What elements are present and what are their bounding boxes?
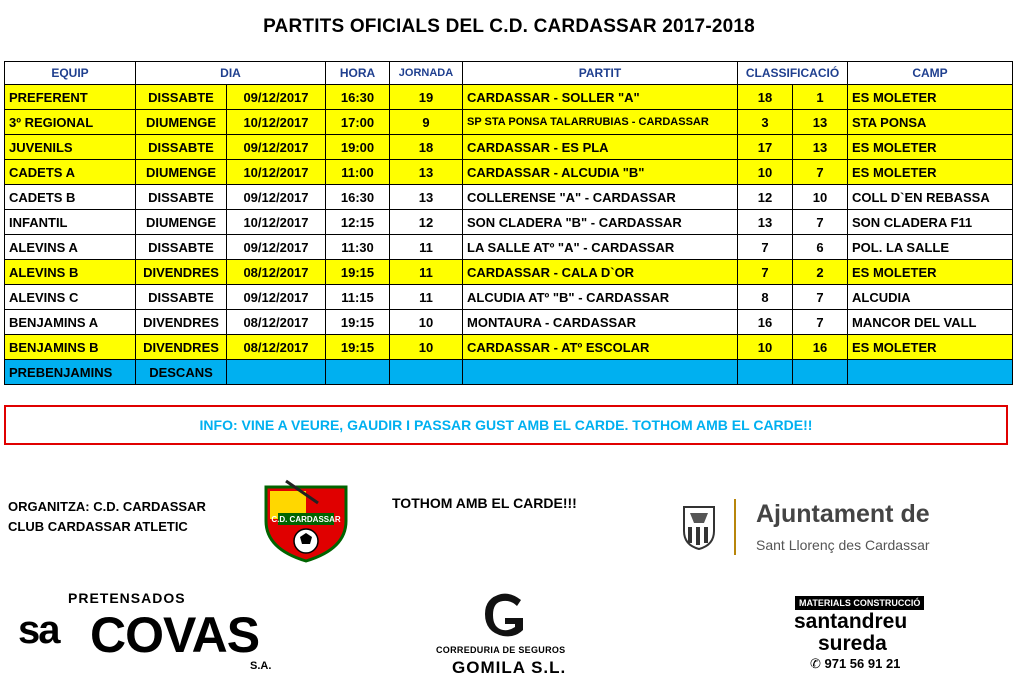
cell-partit: LA SALLE ATº "A" - CARDASSAR [463, 235, 738, 260]
ajuntament-sub: Sant Llorenç des Cardassar [756, 537, 930, 553]
table-row [5, 160, 1013, 185]
header-partit: PARTIT [463, 62, 738, 85]
cell-date: 09/12/2017 [227, 85, 326, 110]
matches-table [4, 61, 1013, 385]
town-shield-icon [682, 505, 716, 551]
cell-partit: SP STA PONSA TALARRUBIAS - CARDASSAR [463, 110, 738, 135]
cell-day: DIVENDRES [136, 335, 227, 360]
cell-equip: INFANTIL [5, 210, 136, 235]
santandreu-tag: MATERIALS CONSTRUCCIÓ [795, 596, 924, 610]
cell-class-pos: 10 [738, 335, 793, 360]
cell-class-rival: 1 [793, 85, 848, 110]
cell-class-pos: 13 [738, 210, 793, 235]
cell-hora: 19:15 [326, 310, 390, 335]
table-row [5, 260, 1013, 285]
cell-date [227, 360, 326, 385]
cell-partit [463, 360, 738, 385]
table-row [5, 335, 1013, 360]
gomila-line2: GOMILA S.L. [452, 658, 567, 677]
santandreu-name1: santandreu [794, 610, 908, 633]
cell-jornada: 13 [390, 185, 463, 210]
cell-camp [848, 360, 1013, 385]
gomila-line1: CORREDURIA DE SEGUROS [436, 645, 566, 655]
cell-day: DIVENDRES [136, 310, 227, 335]
cell-jornada: 10 [390, 310, 463, 335]
cell-class-rival: 2 [793, 260, 848, 285]
cell-camp: STA PONSA [848, 110, 1013, 135]
cell-hora: 11:15 [326, 285, 390, 310]
page-title: PARTITS OFICIALS DEL C.D. CARDASSAR 2017-2018 [263, 16, 755, 37]
ajuntament-name: Ajuntament de [756, 500, 930, 528]
cell-class-rival: 13 [793, 135, 848, 160]
cell-equip: ALEVINS C [5, 285, 136, 310]
cell-class-rival: 7 [793, 285, 848, 310]
cell-equip: CADETS A [5, 160, 136, 185]
cell-day: DISSABTE [136, 235, 227, 260]
header-jornada: JORNADA [390, 62, 463, 85]
cell-class-pos: 18 [738, 85, 793, 110]
info-banner: INFO: VINE A VEURE, GAUDIR I PASSAR GUST AMB EL CARDE. TOTHOM AMB EL CARDE!! [4, 405, 1008, 445]
cell-jornada: 11 [390, 260, 463, 285]
cell-equip: BENJAMINS A [5, 310, 136, 335]
cell-hora: 12:15 [326, 210, 390, 235]
table-header-row [5, 62, 1013, 85]
santandreu-name2: sureda [818, 632, 887, 655]
cell-date: 08/12/2017 [227, 335, 326, 360]
cell-jornada [390, 360, 463, 385]
header-equip: EQUIP [5, 62, 136, 85]
cell-jornada: 9 [390, 110, 463, 135]
organizer-line2: CLUB CARDASSAR ATLETIC [8, 519, 188, 534]
cell-partit: COLLERENSE "A" - CARDASSAR [463, 185, 738, 210]
cell-hora: 19:15 [326, 335, 390, 360]
cell-camp: ALCUDIA [848, 285, 1013, 310]
sponsor-santandreu-logo [790, 596, 950, 676]
cell-partit: CARDASSAR - CALA D`OR [463, 260, 738, 285]
cell-day: DIVENDRES [136, 260, 227, 285]
cell-date: 10/12/2017 [227, 210, 326, 235]
cell-hora: 19:15 [326, 260, 390, 285]
covas-pre: PRETENSADOS [68, 590, 186, 606]
table-row [5, 285, 1013, 310]
table-row [5, 85, 1013, 110]
header-camp: CAMP [848, 62, 1013, 85]
cell-hora [326, 360, 390, 385]
cell-date: 10/12/2017 [227, 110, 326, 135]
header-classificacio: CLASSIFICACIÓ [738, 62, 848, 85]
cell-camp: MANCOR DEL VALL [848, 310, 1013, 335]
table-row [5, 210, 1013, 235]
cell-class-pos [738, 360, 793, 385]
crest-text: C.D. CARDASSAR [271, 515, 341, 524]
cell-partit: CARDASSAR - ES PLA [463, 135, 738, 160]
cell-equip: PREFERENT [5, 85, 136, 110]
cell-class-rival: 7 [793, 210, 848, 235]
cell-equip: PREBENJAMINS [5, 360, 136, 385]
cell-day: DISSABTE [136, 285, 227, 310]
cell-jornada: 18 [390, 135, 463, 160]
cell-day: DIUMENGE [136, 210, 227, 235]
cell-jornada: 11 [390, 235, 463, 260]
cell-day: DESCANS [136, 360, 227, 385]
cell-day: DISSABTE [136, 185, 227, 210]
organizer-line1: ORGANITZA: C.D. CARDASSAR [8, 499, 206, 514]
cell-class-pos: 17 [738, 135, 793, 160]
cell-hora: 17:00 [326, 110, 390, 135]
sponsor-gomila-logo [430, 590, 580, 685]
table-row [5, 110, 1013, 135]
cell-class-pos: 16 [738, 310, 793, 335]
cell-date: 09/12/2017 [227, 235, 326, 260]
cell-camp: POL. LA SALLE [848, 235, 1013, 260]
table-row [5, 310, 1013, 335]
cell-class-pos: 12 [738, 185, 793, 210]
table-row [5, 360, 1013, 385]
cell-equip: CADETS B [5, 185, 136, 210]
cell-date: 09/12/2017 [227, 285, 326, 310]
header-hora: HORA [326, 62, 390, 85]
cell-class-pos: 10 [738, 160, 793, 185]
cell-equip: ALEVINS B [5, 260, 136, 285]
cell-class-pos: 3 [738, 110, 793, 135]
cell-camp: ES MOLETER [848, 135, 1013, 160]
cell-hora: 16:30 [326, 85, 390, 110]
club-crest-logo [256, 473, 356, 563]
cell-class-rival: 6 [793, 235, 848, 260]
cell-equip: BENJAMINS B [5, 335, 136, 360]
ajuntament-logo [676, 497, 996, 557]
cell-camp: SON CLADERA F11 [848, 210, 1013, 235]
slogan: TOTHOM AMB EL CARDE!!! [392, 495, 577, 511]
covas-suffix: S.A. [250, 660, 272, 672]
cell-day: DISSABTE [136, 85, 227, 110]
cell-hora: 11:30 [326, 235, 390, 260]
cell-date: 08/12/2017 [227, 260, 326, 285]
cell-class-rival: 10 [793, 185, 848, 210]
cell-class-pos: 7 [738, 260, 793, 285]
cell-date: 10/12/2017 [227, 160, 326, 185]
cell-partit: CARDASSAR - ALCUDIA "B" [463, 160, 738, 185]
cell-hora: 19:00 [326, 135, 390, 160]
cell-date: 09/12/2017 [227, 185, 326, 210]
table-row [5, 185, 1013, 210]
cell-camp: ES MOLETER [848, 85, 1013, 110]
cell-jornada: 12 [390, 210, 463, 235]
cell-day: DIUMENGE [136, 110, 227, 135]
cell-date: 08/12/2017 [227, 310, 326, 335]
cell-camp: ES MOLETER [848, 160, 1013, 185]
cell-day: DISSABTE [136, 135, 227, 160]
cell-equip: 3º REGIONAL [5, 110, 136, 135]
cell-partit: CARDASSAR - ATº ESCOLAR [463, 335, 738, 360]
sponsor-covas-logo [18, 588, 298, 683]
cell-class-rival: 13 [793, 110, 848, 135]
cell-camp: COLL D`EN REBASSA [848, 185, 1013, 210]
cell-jornada: 19 [390, 85, 463, 110]
table-row [5, 235, 1013, 260]
cell-jornada: 11 [390, 285, 463, 310]
cell-partit: MONTAURA - CARDASSAR [463, 310, 738, 335]
header-dia: DIA [136, 62, 326, 85]
cell-class-pos: 8 [738, 285, 793, 310]
cell-class-rival: 16 [793, 335, 848, 360]
cell-day: DIUMENGE [136, 160, 227, 185]
table-row [5, 135, 1013, 160]
cell-class-pos: 7 [738, 235, 793, 260]
organizer-block [8, 497, 206, 537]
cell-partit: SON CLADERA "B" - CARDASSAR [463, 210, 738, 235]
cell-jornada: 10 [390, 335, 463, 360]
cell-class-rival [793, 360, 848, 385]
cell-class-rival: 7 [793, 160, 848, 185]
cell-date: 09/12/2017 [227, 135, 326, 160]
cell-class-rival: 7 [793, 310, 848, 335]
cell-jornada: 13 [390, 160, 463, 185]
cell-equip: JUVENILS [5, 135, 136, 160]
cell-partit: CARDASSAR - SOLLER "A" [463, 85, 738, 110]
covas-sa: sa [18, 608, 59, 652]
cell-camp: ES MOLETER [848, 260, 1013, 285]
cell-equip: ALEVINS A [5, 235, 136, 260]
covas-name: COVAS [90, 607, 260, 663]
cell-partit: ALCUDIA ATº "B" - CARDASSAR [463, 285, 738, 310]
santandreu-phone: ✆ 971 56 91 21 [810, 656, 901, 671]
cell-hora: 11:00 [326, 160, 390, 185]
gomila-g-icon [475, 590, 535, 642]
cell-hora: 16:30 [326, 185, 390, 210]
cell-camp: ES MOLETER [848, 335, 1013, 360]
